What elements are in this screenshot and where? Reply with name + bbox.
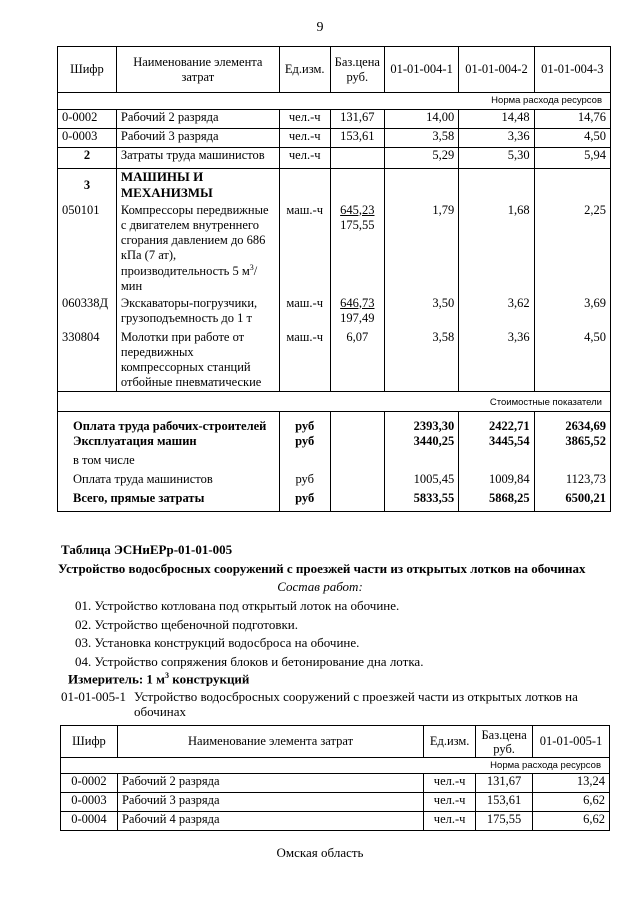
norm-label: Норма расхода ресурсов [58, 93, 611, 110]
table-row [58, 330, 611, 392]
total-row [58, 491, 611, 512]
total-unit: руб [279, 412, 330, 434]
row-unit: чел.-ч [279, 129, 330, 148]
cost-label: Стоимостные показатели [58, 392, 611, 412]
row-v3: 5,94 [534, 148, 610, 169]
row-code: 0-0002 [58, 110, 117, 129]
row-code: 330804 [58, 330, 117, 392]
row-name: Экскаваторы-погрузчики, грузоподъемность до 1 т [116, 296, 279, 330]
col-code: Шифр [61, 726, 118, 758]
col-name: Наименование элемента затрат [116, 47, 279, 93]
total-unit: руб [279, 472, 330, 491]
row-v3: 3,69 [534, 296, 610, 330]
table-row [58, 129, 611, 148]
total-row [58, 434, 611, 453]
table-row [61, 774, 610, 793]
total-row [58, 472, 611, 491]
row-v3: 4,50 [534, 129, 610, 148]
row-price: 131,67 [476, 774, 533, 793]
row-unit: маш.-ч [279, 203, 330, 296]
col-005-1: 01-01-005-1 [533, 726, 610, 758]
row-unit: чел.-ч [279, 110, 330, 129]
item-text-2: обочинах [134, 704, 186, 719]
resource-table-004 [57, 46, 611, 512]
total-v3: 3865,52 [534, 434, 610, 453]
row-v2: 3,36 [459, 330, 534, 392]
table-row [61, 793, 610, 812]
row-unit: маш.-ч [279, 330, 330, 392]
row-v3: 14,76 [534, 110, 610, 129]
row-unit: чел.-ч [424, 793, 476, 812]
total-name: Оплата труда рабочих-строителей [58, 412, 280, 434]
meter-label: Измеритель: 1 $м^3$ конструкций [68, 671, 250, 687]
row-unit: чел.-ч [424, 812, 476, 831]
row-code: 0-0004 [61, 812, 118, 831]
table-row [61, 812, 610, 831]
composition-label: Состав работ: [277, 579, 363, 594]
work-step: 01. Устройство котлована под открытый лоток на обочине. [75, 598, 400, 613]
total-v1: 5833,55 [384, 491, 458, 512]
page-number: 9 [316, 20, 324, 35]
resource-table-005 [60, 725, 610, 831]
row-price: 175,55 [476, 812, 533, 831]
total-name: Эксплуатация машин [58, 434, 280, 453]
row-price: 153,61 [476, 793, 533, 812]
row-v1: 6,62 [533, 793, 610, 812]
row-name: Рабочий 3 разряда [117, 793, 423, 812]
item-text: Устройство водосбросных сооружений с проезжей части из открытых лотков на [134, 689, 578, 704]
table-title: Таблица ЭСНиЕРр-01-01-005 [61, 542, 233, 557]
total-v3: 1123,73 [534, 472, 610, 491]
work-step: 04. Устройство сопряжения блоков и бетонирование дна лотка. [75, 654, 424, 669]
page-footer: Омская область [276, 845, 364, 860]
total-unit: руб [279, 491, 330, 512]
total-name: в том числе [58, 453, 280, 472]
row-price: 153,61 [330, 129, 384, 148]
row-v2: 3,62 [459, 296, 534, 330]
row-code: 0-0003 [61, 793, 118, 812]
work-step: 03. Установка конструкций водосброса на обочине. [75, 635, 360, 650]
col-price: Баз.цена руб. [476, 726, 533, 758]
total-row [58, 453, 611, 472]
row-code: 0-0003 [58, 129, 117, 148]
row-v2: 3,36 [459, 129, 534, 148]
row-code: 3 [58, 169, 117, 203]
row-name: Молотки при работе от передвижных компрессорных станций отбойные пневматические [116, 330, 279, 392]
row-code: 060338Д [58, 296, 117, 330]
total-v1: 1005,45 [384, 472, 458, 491]
table-row [58, 203, 611, 296]
total-v2: 3445,54 [459, 434, 534, 453]
total-name: Всего, прямые затраты [58, 491, 280, 512]
total-v2: 1009,84 [459, 472, 534, 491]
row-v1: 3,58 [384, 129, 458, 148]
row-price [330, 148, 384, 169]
col-unit: Ед.изм. [424, 726, 476, 758]
item-code: 01-01-005-1 [61, 689, 126, 704]
work-step: 02. Устройство щебеночной подготовки. [75, 617, 298, 632]
norm-label: Норма расхода ресурсов [61, 758, 610, 774]
row-name: Затраты труда машинистов [116, 148, 279, 169]
row-unit: маш.-ч [279, 296, 330, 330]
row-price: 6,07 [330, 330, 384, 392]
col-unit: Ед.изм. [279, 47, 330, 93]
table-row [58, 296, 611, 330]
col-004-2: 01-01-004-2 [459, 47, 534, 93]
row-name: Компрессоры передвижные с двигателем внутреннего сгорания давлением до 686 кПа (7 ат), производительность 5 $м^3$/мин [116, 203, 279, 296]
row-unit: чел.-ч [279, 148, 330, 169]
row-price: 645,23 175,55 [330, 203, 384, 296]
total-unit: руб [279, 434, 330, 453]
row-v1: 6,62 [533, 812, 610, 831]
row-name: Рабочий 3 разряда [116, 129, 279, 148]
total-v3: 2634,69 [534, 412, 610, 434]
table-header-row [58, 47, 611, 93]
row-v1: 1,79 [384, 203, 458, 296]
col-price: Баз.цена руб. [330, 47, 384, 93]
row-v3: 2,25 [534, 203, 610, 296]
row-v2: 14,48 [459, 110, 534, 129]
section-title: МАШИНЫ И МЕХАНИЗМЫ [116, 169, 279, 203]
table-row [58, 110, 611, 129]
row-v1: 3,58 [384, 330, 458, 392]
total-v2: 2422,71 [459, 412, 534, 434]
total-row [58, 412, 611, 434]
row-v2: 5,30 [459, 148, 534, 169]
table-header-row [61, 726, 610, 758]
table-row [58, 169, 611, 203]
row-v1: 5,29 [384, 148, 458, 169]
row-code: 0-0002 [61, 774, 118, 793]
row-v2: 1,68 [459, 203, 534, 296]
total-v2: 5868,25 [459, 491, 534, 512]
row-v1: 13,24 [533, 774, 610, 793]
total-v1: 3440,25 [384, 434, 458, 453]
row-code: 050101 [58, 203, 117, 296]
row-v3: 4,50 [534, 330, 610, 392]
total-v3: 6500,21 [534, 491, 610, 512]
col-name: Наименование элемента затрат [117, 726, 423, 758]
row-unit: чел.-ч [424, 774, 476, 793]
col-code: Шифр [58, 47, 117, 93]
section-heading: Устройство водосбросных сооружений с проезжей части из открытых лотков на обочинах [58, 561, 586, 576]
row-name: Рабочий 2 разряда [116, 110, 279, 129]
row-name: Рабочий 2 разряда [117, 774, 423, 793]
total-name: Оплата труда машинистов [58, 472, 280, 491]
row-code: 2 [58, 148, 117, 169]
table-row [58, 148, 611, 169]
row-name: Рабочий 4 разряда [117, 812, 423, 831]
row-v1: 14,00 [384, 110, 458, 129]
row-price: 646,73 197,49 [330, 296, 384, 330]
col-004-3: 01-01-004-3 [534, 47, 610, 93]
col-004-1: 01-01-004-1 [384, 47, 458, 93]
row-price: 131,67 [330, 110, 384, 129]
row-v1: 3,50 [384, 296, 458, 330]
total-v1: 2393,30 [384, 412, 458, 434]
